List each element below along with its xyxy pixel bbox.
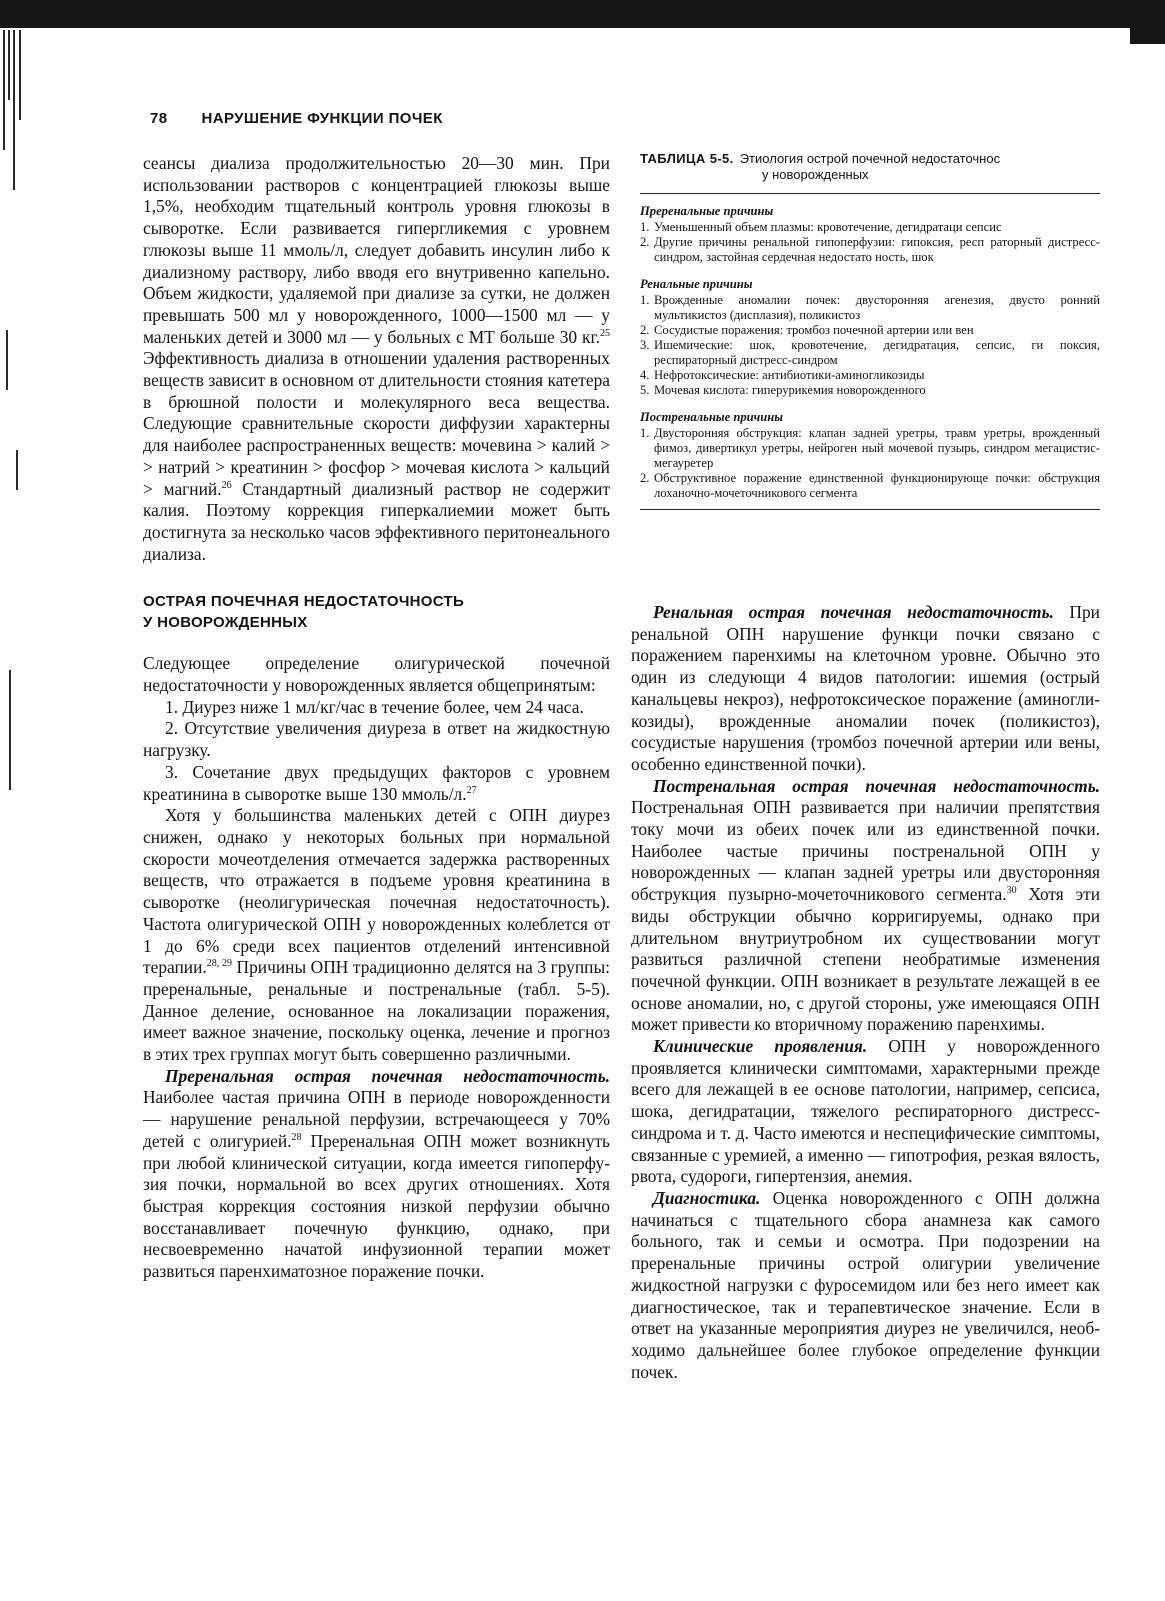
list-item: 1. Диурез ниже 1 мл/кг/час в течение более, чем 24 часа. bbox=[165, 696, 584, 717]
paragraph-postrenal: Постренальная острая почечная недостаточность. Постренальная ОПН развивается при наличии препятствия току мочи из обеих почек или из единственной почки. Наиболее частые причины постренальной ОПН у новорожденных — клапан задней уретры или двусторонняя обструкция пузырно-мочеточникового сегмента.$^{30}$ Хотя эти виды обструкции обычно корригируемы, однако при длительном внутриутробном их существовании могут развиться различной степени необратимые изменения почечной функции. ОПН возникает в результате лежащей в ее основе аномалии, но, с другой стороны, уже имеющаяся ОПН может привести ко вторичному поражению паренхимы. bbox=[631, 775, 1100, 1035]
table-section-renal: Ренальные причины bbox=[640, 277, 753, 291]
reference-25: 25 bbox=[600, 327, 610, 339]
runin-heading-prerenal: Преренальная острая почечная недостаточность. bbox=[165, 1065, 610, 1086]
reference-28-29: 28, 29 bbox=[206, 958, 232, 970]
section-title-line-1: ОСТРАЯ ПОЧЕЧНАЯ НЕДОСТАТОЧНОСТЬ bbox=[143, 593, 465, 611]
table-section-postrenal: Постренальные причины bbox=[640, 410, 783, 424]
runin-heading-renal: Ренальная острая почечная недостаточность. bbox=[653, 602, 1054, 622]
reference-28: 28 bbox=[291, 1131, 302, 1143]
runin-heading-clinical: Клинические проявления. bbox=[653, 1036, 868, 1057]
paragraph-diagnostics: Диагностика. Оценка новорожденного с ОПН должна начинаться с тщательного сбора анамнеза как самого больного, так и семьи и осмотра. При подозрении на преренальные причины острой олигурии увеличение жидкостной нагрузки с фуросемидом или без него имеет как диагностическое, так и терапевтическое значение. Если в ответ на указанные мероприятия диурез не увеличился, необходимо дальнейшее более глубокое определение функции почек. bbox=[631, 1187, 1100, 1382]
table-item: 4. Нефротоксические: антибиотики-аминогликозиды bbox=[640, 368, 925, 382]
left-column bbox=[143, 153, 610, 1283]
scan-binding-edge bbox=[0, 30, 26, 790]
running-header bbox=[150, 110, 443, 127]
reference-26: 26 bbox=[221, 479, 232, 491]
section-heading bbox=[143, 591, 610, 633]
reference-30: 30 bbox=[1006, 885, 1017, 897]
table-label: ТАБЛИЦА 5-5. bbox=[640, 151, 734, 166]
table-item: 1. Двусторонняя обструкция: клапан задней уретры, травм уретры, врожденный фимоз, дивертикул уретры, нейроген ный мочевой пузырь, синдром мегацистис-мегауретер bbox=[640, 426, 1100, 470]
table-section-prerenal: Преренальные причины bbox=[640, 204, 774, 218]
table-item: 2. Сосудистые поражения: тромбоз почечной артерии или вен bbox=[640, 323, 974, 337]
page-number: 78 bbox=[150, 110, 168, 127]
table-bottom-rule bbox=[640, 509, 1100, 510]
list-item: 2. Отсутствие увеличения диуреза в ответ на жидкостную нагрузку. bbox=[143, 718, 610, 761]
table-5-5 bbox=[640, 151, 1100, 510]
scan-top-bar-gap bbox=[0, 28, 1130, 44]
paragraph-prerenal: Преренальная острая почечная недостаточность. Наиболее частая причина ОПН в периоде новорожденности — нарушение ренальной перфузии, встречающееся у 70% детей с олигурией.$^{28}$ Преренальная ОПН может возникнуть при любой клинической ситуации, когда имеется гипоперфузия почки, нормальной во всех других отношениях. Хотя быстрая коррекция состояния низкой перфузии обычно восстанавливает почечную функцию, однако, при несвоевременно начатой инфузионной терапии может развиться паренхиматозное поражение почки. bbox=[143, 1065, 610, 1282]
table-item: 1. Уменьшенный объем плазмы: кровотечение, дегидратаци сепсис bbox=[640, 220, 1002, 234]
table-item: 2. Другие причины ренальной гипоперфузии: гипоксия, респ раторный дистресс-синдром, застойная сердечная недостато ность, шок bbox=[640, 235, 1100, 264]
table-top-rule bbox=[640, 193, 1100, 194]
runin-heading-postrenal: Постренальная острая почечная недостаточность. bbox=[653, 775, 1100, 796]
paragraph-incidence: Хотя у большинства маленьких детей с ОПН диурез снижен, однако у некоторых больных при нормальной скорости мочеотделения отмечается задержка растворенных веществ, что отражается в подъеме уровня креатинина в сыворотке (неолигурическая почечная недостаточность). Частота олигурической ОПН у новорожденных колеблется от 1 до 6% среди всех пациентов отделений интенсивной терапии.$^{28, 29}$ Причины ОПН традиционно делятся на 3 группы: преренальные, ренальные и постренальные (табл. 5-5). Данное деление, основанное на локализации поражения, имеет важное значение, поскольку оценка, лечение и прогноз в этих трех группах могут быть совершенно различными. bbox=[143, 805, 610, 1065]
paragraph-definition: Следующее определение олигурической почечной недостаточности у новорожденных является общепринятым: bbox=[143, 653, 610, 696]
table-item: 3. Ишемические: шок, кровотечение, дегидратация, сепсис, ги поксия, респираторный дистресс-синдром bbox=[640, 338, 1100, 367]
paragraph-dialysis: сеансы диализа продолжительностью 20—30 мин. При использовании растворов с концентрацией глюкозы выше 1,5%, необходим тщательный контроль уровня глюкозы в сыворотке. Если развивается гипергликемия с уровнем глюкозы выше 11 ммоль/л, следует добавить инсулин либо к диализному раствору, либо вводя его внутривенно капельно. Объем жидкости, удаляемой при диализе за сутки, не должен превышать 500 мл у новорожденного, 1000—1500 мл — у маленьких детей и 3000 мл — у больных с МТ больше 30 кг.$^{25}$ Эффективность диализа в отношении удаления растворенных веществ зависит в основном от длительности стояния катетера в брюшной полости и молекулярного веса вещества. Следующие сравнительные скорости диффузии характерны для наиболее распространенных веществ: мочевина > калий > > натрий > креатинин > фосфор > мочевая кислота > кальций > магний.$^{26}$ Стандартный диализный раствор не содержит калия. Поэтому коррекция гиперкалиемии может быть достигнута за несколько часов эффективного перитонеального диализа. bbox=[143, 153, 610, 564]
runin-heading-diagnostics: Диагностика. bbox=[653, 1187, 761, 1208]
paragraph-renal: Ренальная острая почечная недостаточность. При ренальной ОПН нарушение функци почки связано с поражением паренхимы на клеточном уровне. Обычно это один из следующи 4 видов патологии: ишемия (острый канальцевы некроз), нефротоксическое поражение (аминогликозиды), врожденные аномалии почек (поликистоз), сосудистые нарушения (тромбоз почечной артерии или вены, особенно единственной почки). bbox=[631, 602, 1100, 774]
list-item: 3. Сочетание двух предыдущих факторов с уровнем креатинина в сыворотке выше 130 ммоль/л.$^{27}$ bbox=[143, 761, 610, 804]
table-item: 2. Обструктивное поражение единственной функционирующе почки: обструкция лоханочно-мочеточникового сегмента bbox=[640, 471, 1100, 500]
right-column bbox=[631, 602, 1100, 1383]
table-item: 5. Мочевая кислота: гиперурикемия новорожденного bbox=[640, 383, 926, 397]
running-title: НАРУШЕНИЕ ФУНКЦИИ ПОЧЕК bbox=[201, 110, 443, 127]
section-title-line-2: У НОВОРОЖДЕННЫХ bbox=[143, 614, 308, 632]
table-caption: ТАБЛИЦА 5-5. Этиология острой почечной недостаточнос у новорожденных bbox=[640, 151, 1001, 182]
table-item: 1. Врожденные аномалии почек: двусторонняя агенезия, двусто ронний мультикистоз (дисплазия), поликистоз bbox=[640, 293, 1100, 322]
paragraph-clinical: Клинические проявления. ОПН у новорожденного проявляется клинически симптомами, характерными прежде всего для лежащей в ее основе патологии, например, сепсиса, шока, дегидратации, тяжелого респираторного дистресс-синдрома и т. д. Часто имеются и неспецифические симптомы, связанные с уремией, а именно — гипотрофия, резкая вялость, рвота, судороги, гипертензия, анемия. bbox=[631, 1036, 1100, 1187]
reference-27: 27 bbox=[466, 784, 477, 796]
